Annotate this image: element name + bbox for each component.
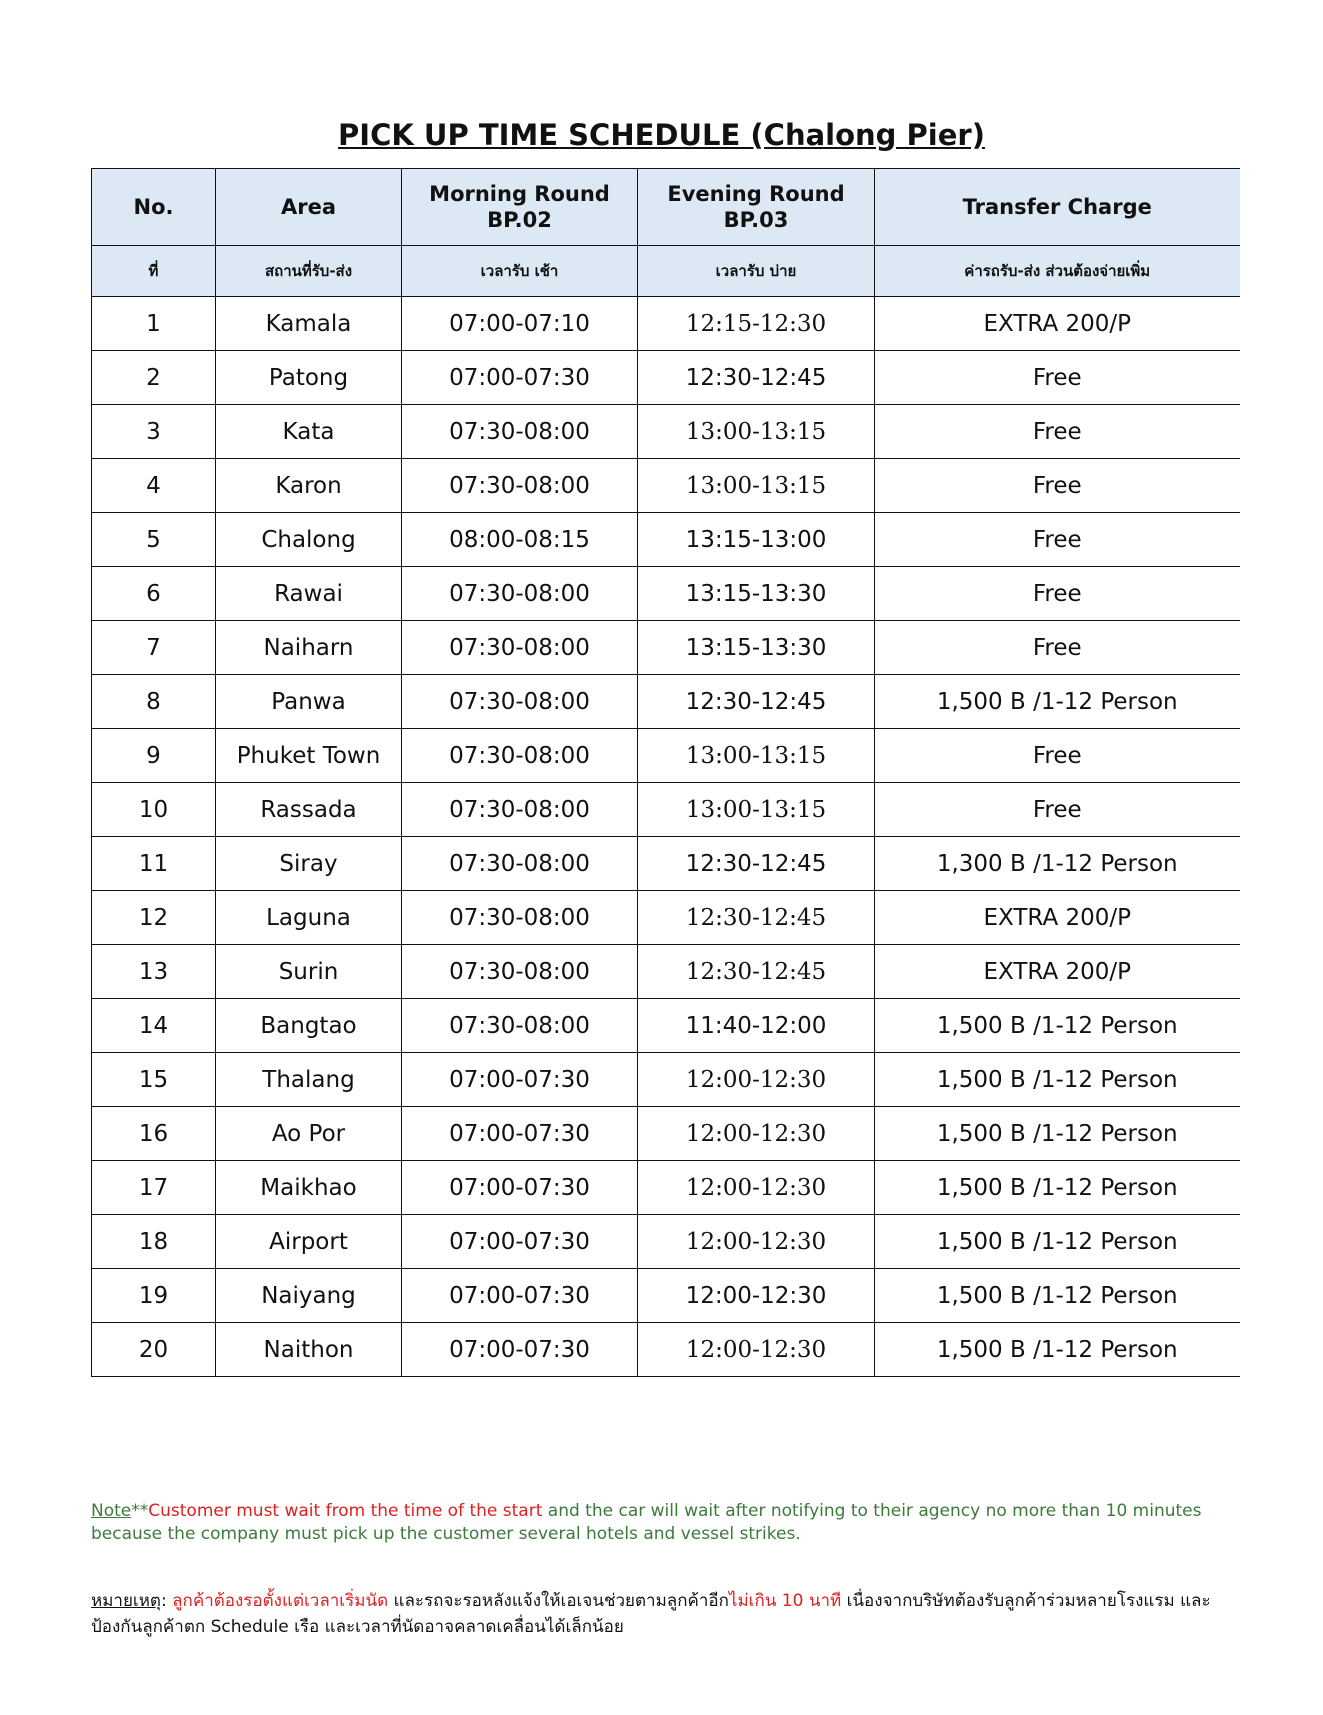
cell-no: 17 (92, 1161, 216, 1215)
cell-evening: 13:00-13:15 (638, 459, 875, 513)
cell-area: Bangtao (216, 999, 402, 1053)
cell-area: Maikhao (216, 1161, 402, 1215)
subheader-morning: เวลารับ เช้า (402, 246, 638, 297)
cell-evening: 12:30-12:45 (638, 891, 875, 945)
table-row (92, 729, 1240, 783)
cell-area: Kamala (216, 297, 402, 351)
cell-morning: 07:30-08:00 (402, 729, 638, 783)
table-row (92, 459, 1240, 513)
thai-note-mid: และรถจะรอหลังแจ้งให้เอเจนช่วยตามลูกค้าอีก (388, 1591, 729, 1611)
cell-area: Laguna (216, 891, 402, 945)
cell-charge: Free (875, 351, 1240, 405)
cell-evening: 13:15-13:30 (638, 567, 875, 621)
cell-no: 20 (92, 1323, 216, 1377)
cell-charge: 1,500 B /1-12 Person (875, 1215, 1240, 1269)
note-label: Note (91, 1501, 132, 1521)
cell-no: 4 (92, 459, 216, 513)
table-row (92, 405, 1240, 459)
cell-morning: 07:00-07:30 (402, 351, 638, 405)
cell-no: 18 (92, 1215, 216, 1269)
table-row (92, 351, 1240, 405)
cell-no: 8 (92, 675, 216, 729)
table-row (92, 621, 1240, 675)
cell-charge: EXTRA 200/P (875, 945, 1240, 999)
cell-morning: 07:30-08:00 (402, 459, 638, 513)
cell-evening: 12:00-12:30 (638, 1053, 875, 1107)
cell-morning: 07:30-08:00 (402, 783, 638, 837)
cell-morning: 07:30-08:00 (402, 675, 638, 729)
cell-evening: 13:00-13:15 (638, 729, 875, 783)
cell-evening: 12:30-12:45 (638, 675, 875, 729)
header-morning-line1: Morning Round (429, 182, 610, 206)
cell-evening: 12:00-12:30 (638, 1269, 875, 1323)
cell-morning: 07:30-08:00 (402, 891, 638, 945)
cell-area: Naiyang (216, 1269, 402, 1323)
table-row (92, 567, 1240, 621)
subheader-row (92, 246, 1240, 297)
cell-charge: Free (875, 405, 1240, 459)
subheader-no: ที่ (92, 246, 216, 297)
cell-no: 14 (92, 999, 216, 1053)
header-charge: Transfer Charge (875, 169, 1240, 246)
cell-charge: 1,300 B /1-12 Person (875, 837, 1240, 891)
cell-area: Chalong (216, 513, 402, 567)
cell-morning: 07:00-07:30 (402, 1269, 638, 1323)
schedule-table (91, 168, 1240, 1377)
page-title: PICK UP TIME SCHEDULE (Chalong Pier) (338, 118, 985, 152)
cell-charge: EXTRA 200/P (875, 297, 1240, 351)
table-row (92, 1107, 1240, 1161)
cell-morning: 07:30-08:00 (402, 567, 638, 621)
cell-morning: 07:30-08:00 (402, 621, 638, 675)
cell-charge: 1,500 B /1-12 Person (875, 1107, 1240, 1161)
cell-evening: 12:00-12:30 (638, 1161, 875, 1215)
cell-area: Rawai (216, 567, 402, 621)
table-row (92, 1269, 1240, 1323)
cell-charge: 1,500 B /1-12 Person (875, 675, 1240, 729)
cell-morning: 07:30-08:00 (402, 837, 638, 891)
header-no: No. (92, 169, 216, 246)
cell-area: Kata (216, 405, 402, 459)
cell-morning: 08:00-08:15 (402, 513, 638, 567)
cell-charge: 1,500 B /1-12 Person (875, 1161, 1240, 1215)
cell-evening: 12:30-12:45 (638, 945, 875, 999)
cell-area: Phuket Town (216, 729, 402, 783)
thai-note-rest: เนื่องจากบริษัทต้องรับลูกค้าร่วมหลายโรงแรม และป้องกันลูกค้าตก Schedule เรือ และเวลาที่นัดอาจคลาดเคลื่อนได้เล็กน้อย (91, 1591, 1211, 1637)
note-red-text: Customer must wait from the time of the start (148, 1501, 543, 1521)
cell-morning: 07:00-07:10 (402, 297, 638, 351)
cell-evening: 12:00-12:30 (638, 1215, 875, 1269)
cell-area: Thalang (216, 1053, 402, 1107)
cell-charge: Free (875, 459, 1240, 513)
cell-no: 5 (92, 513, 216, 567)
note-rest: and the car will wait after notifying to their agency no more than 10 minutes because the company must pick up the customer several hotels and vessel strikes. (91, 1501, 1202, 1544)
cell-no: 2 (92, 351, 216, 405)
table-row (92, 837, 1240, 891)
cell-evening: 12:00-12:30 (638, 1323, 875, 1377)
subheader-evening: เวลารับ บ่าย (638, 246, 875, 297)
cell-morning: 07:30-08:00 (402, 999, 638, 1053)
cell-no: 7 (92, 621, 216, 675)
header-evening (638, 169, 875, 246)
cell-morning: 07:00-07:30 (402, 1053, 638, 1107)
header-morning (402, 169, 638, 246)
cell-charge: Free (875, 621, 1240, 675)
cell-area: Karon (216, 459, 402, 513)
header-morning-line2: BP.02 (487, 208, 552, 232)
table-row (92, 999, 1240, 1053)
table-row (92, 1053, 1240, 1107)
cell-morning: 07:30-08:00 (402, 405, 638, 459)
cell-evening: 12:00-12:30 (638, 1107, 875, 1161)
cell-morning: 07:00-07:30 (402, 1323, 638, 1377)
header-area: Area (216, 169, 402, 246)
cell-no: 9 (92, 729, 216, 783)
cell-no: 12 (92, 891, 216, 945)
table-row (92, 1323, 1240, 1377)
header-row (92, 169, 1240, 246)
cell-area: Siray (216, 837, 402, 891)
cell-evening: 12:30-12:45 (638, 837, 875, 891)
table-row (92, 891, 1240, 945)
cell-no: 15 (92, 1053, 216, 1107)
cell-charge: 1,500 B /1-12 Person (875, 1053, 1240, 1107)
cell-area: Rassada (216, 783, 402, 837)
cell-no: 1 (92, 297, 216, 351)
cell-no: 16 (92, 1107, 216, 1161)
cell-charge: EXTRA 200/P (875, 891, 1240, 945)
cell-no: 10 (92, 783, 216, 837)
cell-evening: 13:15-13:30 (638, 621, 875, 675)
cell-morning: 07:00-07:30 (402, 1107, 638, 1161)
cell-charge: 1,500 B /1-12 Person (875, 1269, 1240, 1323)
cell-charge: Free (875, 513, 1240, 567)
header-evening-line1: Evening Round (667, 182, 845, 206)
cell-area: Naithon (216, 1323, 402, 1377)
cell-evening: 13:00-13:15 (638, 405, 875, 459)
thai-note-red2: ไม่เกิน 10 นาที (728, 1591, 842, 1611)
cell-charge: 1,500 B /1-12 Person (875, 1323, 1240, 1377)
thai-note-colon: : (160, 1591, 173, 1611)
cell-no: 13 (92, 945, 216, 999)
note-stars: ** (131, 1501, 149, 1521)
table-row (92, 1161, 1240, 1215)
cell-no: 19 (92, 1269, 216, 1323)
table-row (92, 297, 1240, 351)
cell-charge: 1,500 B /1-12 Person (875, 999, 1240, 1053)
thai-note (91, 1588, 1241, 1640)
cell-no: 6 (92, 567, 216, 621)
table-row (92, 675, 1240, 729)
thai-note-label: หมายเหตุ (91, 1591, 161, 1611)
cell-no: 3 (92, 405, 216, 459)
cell-morning: 07:30-08:00 (402, 945, 638, 999)
table-row (92, 783, 1240, 837)
cell-charge: Free (875, 729, 1240, 783)
cell-morning: 07:00-07:30 (402, 1215, 638, 1269)
table-row (92, 513, 1240, 567)
cell-charge: Free (875, 567, 1240, 621)
cell-charge: Free (875, 783, 1240, 837)
english-note (91, 1500, 1221, 1546)
cell-area: Ao Por (216, 1107, 402, 1161)
cell-area: Panwa (216, 675, 402, 729)
cell-area: Airport (216, 1215, 402, 1269)
cell-area: Naiharn (216, 621, 402, 675)
thai-note-red1: ลูกค้าต้องรอตั้งแต่เวลาเริ่มนัด (172, 1591, 389, 1611)
cell-evening: 12:30-12:45 (638, 351, 875, 405)
cell-evening: 12:15-12:30 (638, 297, 875, 351)
subheader-area: สถานที่รับ-ส่ง (216, 246, 402, 297)
table-row (92, 1215, 1240, 1269)
table-row (92, 945, 1240, 999)
cell-area: Surin (216, 945, 402, 999)
cell-evening: 11:40-12:00 (638, 999, 875, 1053)
cell-evening: 13:15-13:00 (638, 513, 875, 567)
cell-area: Patong (216, 351, 402, 405)
cell-evening: 13:00-13:15 (638, 783, 875, 837)
header-evening-line2: BP.03 (723, 208, 789, 232)
cell-no: 11 (92, 837, 216, 891)
subheader-charge: ค่ารถรับ-ส่ง ส่วนต้องจ่ายเพิ่ม (875, 246, 1240, 297)
cell-morning: 07:00-07:30 (402, 1161, 638, 1215)
